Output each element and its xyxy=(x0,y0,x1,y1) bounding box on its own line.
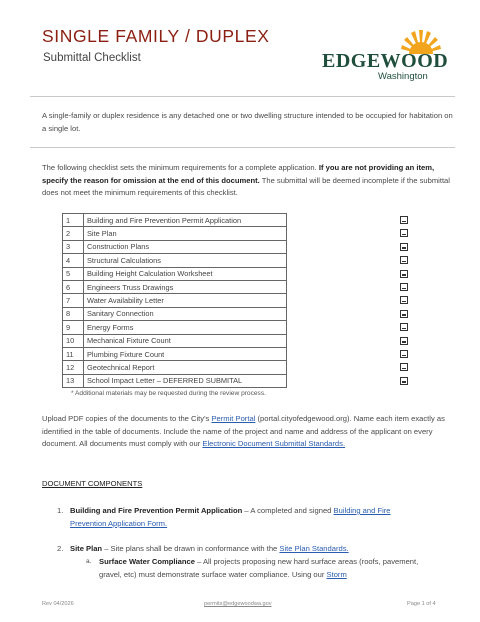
divider xyxy=(30,96,455,97)
divider xyxy=(30,147,455,148)
checklist-item: Site Plan xyxy=(84,227,287,240)
edgewood-logo xyxy=(320,24,449,86)
footer-email-link[interactable]: permits@edgewoodwa.gov xyxy=(204,601,272,607)
checklist-checkbox[interactable] xyxy=(400,283,408,291)
component-item xyxy=(57,505,427,530)
subcomponent-item xyxy=(86,556,430,581)
checklist-checkbox[interactable] xyxy=(400,270,408,278)
checklist-row xyxy=(63,240,287,253)
component-number: 1. xyxy=(57,506,64,515)
checklist-item: Geotechnical Report xyxy=(84,361,287,374)
document-title: SINGLE FAMILY / DUPLEX xyxy=(42,26,270,46)
components-heading: DOCUMENT COMPONENTS xyxy=(42,479,143,488)
checklist-checkbox[interactable] xyxy=(400,296,408,304)
checklist-row xyxy=(63,374,287,387)
checklist-checkbox[interactable] xyxy=(400,337,408,345)
checklist-number: 2 xyxy=(63,227,84,240)
component-text: – Site plans shall be drawn in conformance with the xyxy=(104,544,278,553)
checklist-item: Construction Plans xyxy=(84,240,287,253)
checklist-item: Energy Forms xyxy=(84,321,287,334)
checklist-row xyxy=(63,307,287,320)
checklist-number: 6 xyxy=(63,280,84,293)
checklist-item: Building Height Calculation Worksheet xyxy=(84,267,287,280)
component-text: – A completed and signed xyxy=(244,506,332,515)
checklist-note: * Additional materials may be requested during the review process. xyxy=(71,390,266,397)
checklist-number: 4 xyxy=(63,254,84,267)
checklist-row xyxy=(63,214,287,227)
checklist-row xyxy=(63,227,287,240)
checklist-row xyxy=(63,347,287,360)
checklist-item: Structural Calculations xyxy=(84,254,287,267)
checklist-number: 10 xyxy=(63,334,84,347)
upload-text: (portal.cityofedgewood.org). Name each item exactly as identified in the table of documents. Include the name of the project and name and address of the applicant on every document. All documents must comply with our xyxy=(42,414,445,449)
requirements-emphasis: If you are not providing an item, specify the reason for omission at the end of this document. xyxy=(42,163,435,185)
upload-text: Upload PDF copies of the documents to the City's xyxy=(42,414,210,423)
checklist-checkbox[interactable] xyxy=(400,256,408,264)
checklist-number: 8 xyxy=(63,307,84,320)
checklist-item: Building and Fire Prevention Permit Application xyxy=(84,214,287,227)
logo-wordmark: EDGEWOOD xyxy=(322,50,449,72)
checklist-checkbox[interactable] xyxy=(400,243,408,251)
storm-link[interactable]: Storm xyxy=(326,569,347,579)
checklist-number: 9 xyxy=(63,321,84,334)
checklist-number: 12 xyxy=(63,361,84,374)
site-plan-standards-link[interactable]: Site Plan Standards. xyxy=(279,544,349,553)
checklist-item: Sanitary Connection xyxy=(84,307,287,320)
upload-paragraph xyxy=(42,413,454,451)
component-number: 2. xyxy=(57,544,64,553)
checklist-row xyxy=(63,267,287,280)
checklist-row xyxy=(63,334,287,347)
checklist-checkbox[interactable] xyxy=(400,377,408,385)
checklist-item: Engineers Truss Drawings xyxy=(84,280,287,293)
footer-page-number: Page 1 of 4 xyxy=(407,601,436,607)
submittal-standards-link[interactable]: Electronic Document Submittal Standards. xyxy=(202,439,346,449)
subcomponent-title: Surface Water Compliance xyxy=(99,557,195,566)
checklist-number: 1 xyxy=(63,214,84,227)
subcomponent-text: – All projects proposing new hard surface areas (roofs, pavement, gravel, etc) must demonstrate surface water compliance. Using our xyxy=(99,557,419,579)
component-title: Site Plan xyxy=(70,544,103,553)
checklist-row xyxy=(63,321,287,334)
checklist-checkbox[interactable] xyxy=(400,350,408,358)
checklist-checkbox[interactable] xyxy=(400,216,408,224)
checklist-number: 11 xyxy=(63,347,84,360)
checklist-number: 3 xyxy=(63,240,84,253)
checklist-row xyxy=(63,254,287,267)
component-item xyxy=(57,543,427,556)
requirements-text: The following checklist sets the minimum requirements for a complete application. xyxy=(42,163,317,172)
permit-portal-link[interactable]: Permit Portal xyxy=(211,414,256,423)
checklist-number: 5 xyxy=(63,267,84,280)
requirements-paragraph xyxy=(42,162,454,200)
subcomponent-letter: a. xyxy=(86,558,92,565)
requirements-text: The submittal will be deemed incomplete if the submittal does not meet the minimum requirements of this checklist. xyxy=(42,175,450,198)
logo-state: Washington xyxy=(378,71,428,82)
checklist-checkbox[interactable] xyxy=(400,229,408,237)
checklist-table xyxy=(62,213,287,388)
checklist-item: Water Availability Letter xyxy=(84,294,287,307)
document-subtitle: Submittal Checklist xyxy=(43,52,141,64)
checklist-row xyxy=(63,280,287,293)
checklist-row xyxy=(63,361,287,374)
checklist-number: 13 xyxy=(63,374,84,387)
checklist-item: Mechanical Fixture Count xyxy=(84,334,287,347)
application-form-link[interactable]: Building and Fire Prevention Application Form. xyxy=(70,506,391,528)
footer-revision: Rev 04/2026 xyxy=(42,601,74,607)
checklist-row xyxy=(63,294,287,307)
intro-paragraph: A single-family or duplex residence is any detached one or two dwelling structure intended to be occupied for habitation on a single lot. xyxy=(42,111,453,133)
component-title: Building and Fire Prevention Permit Application xyxy=(70,506,243,515)
checklist-number: 7 xyxy=(63,294,84,307)
checklist-checkbox[interactable] xyxy=(400,363,408,371)
checklist-checkbox[interactable] xyxy=(400,310,408,318)
checklist-item: School Impact Letter – DEFERRED SUBMITAL xyxy=(84,374,287,387)
checklist-checkbox[interactable] xyxy=(400,323,408,331)
checklist-item: Plumbing Fixture Count xyxy=(84,347,287,360)
